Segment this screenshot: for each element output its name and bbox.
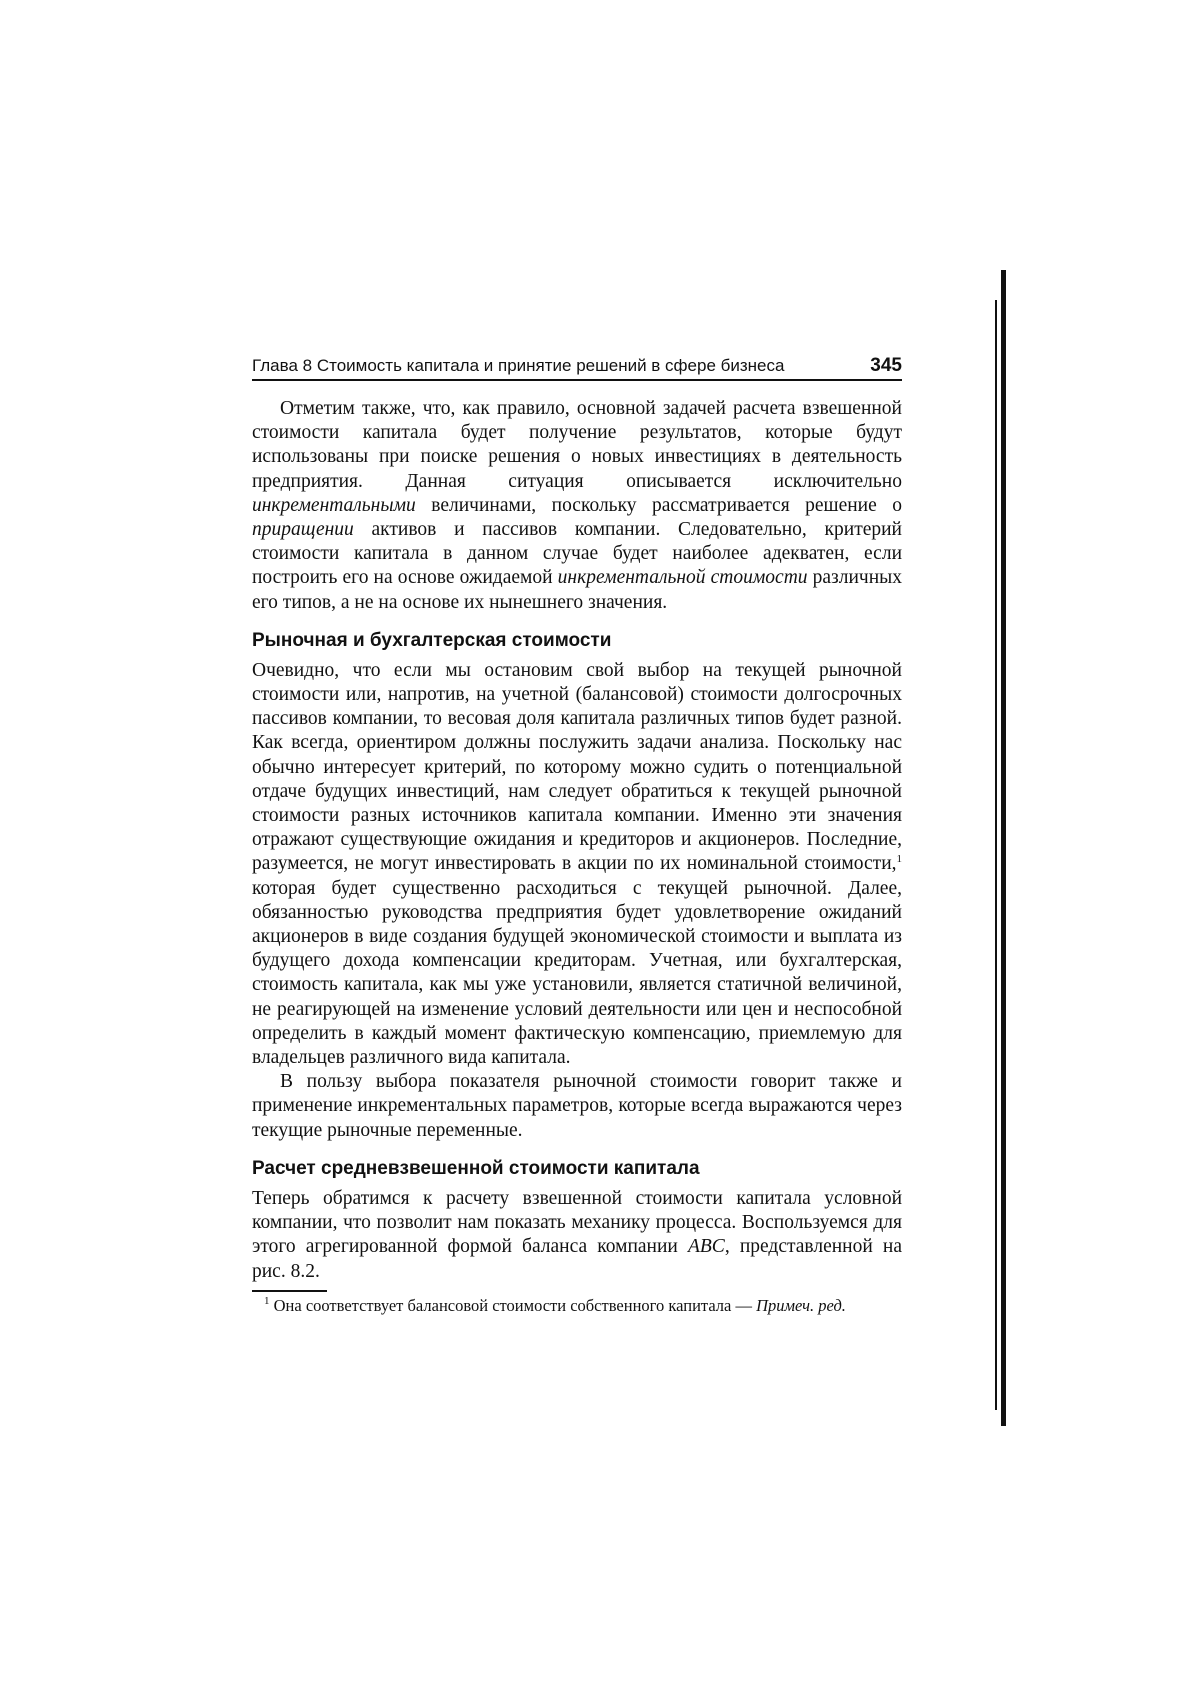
- section-heading-wacc: Расчет средневзвешенной стоимости капитала: [252, 1157, 700, 1179]
- market-book-paragraph-1: [252, 659, 902, 1070]
- page-number: 345: [870, 355, 902, 376]
- footnote: [252, 1296, 902, 1316]
- market-book-text-1: Очевидно, что если мы остановим свой выбор на текущей рыночной стоимости или, напротив, на учетной (балансовой) стоимости долгосрочных пассивов компании, то весовая доля капитала различных типов будет разной. Как всегда, ориентиром должны послужить задачи анализа. Поскольку нас обычно интересует критерий, по которому можно судить о потенциальной отдаче будущих инвестиций, нам следует обратиться к текущей рыночной стоимости разных источников капитала компании. Именно эти значения отражают существующие ожидания и кредиторов и акционеров. Последние, разумеется, не могут инвестировать в акции по их номинальной стоимости,: [252, 659, 902, 875]
- market-book-text-2: которая будет существенно расходиться с текущей рыночной. Далее, обязанностью руководства предприятия будет удовлетворение ожиданий акционеров в виде создания будущей экономической стоимости и выплата из будущего дохода компенсации кредиторам. Учетная, или бухгалтерская, стоимость капитала, как мы уже установили, является статичной величиной, не реагирующей на изменение условий деятельности или цен и неспособной определить в каждый момент фактическую компенсацию, приемлемую для владельцев различного вида капитала.: [252, 877, 902, 1069]
- chapter-title: Глава 8 Стоимость капитала и принятие решений в сфере бизнеса: [252, 356, 785, 375]
- company-name: ABC: [687, 1236, 725, 1258]
- section-heading-market-book: Рыночная и бухгалтерская стоимости: [252, 629, 612, 651]
- footnote-mark: 1: [264, 1294, 270, 1307]
- footnote-reference: 1: [896, 853, 902, 866]
- intro-text-3: активов и пассивов компании. Следовательно, критерий стоимости капитала в данном случае будет наиболее адекватен, если построить его на основе ожидаемой: [252, 519, 902, 589]
- page-content: [252, 356, 902, 1316]
- running-header: [252, 356, 902, 381]
- intro-text-2: величинами, поскольку рассматривается решение о: [415, 494, 902, 516]
- market-book-paragraph-2: В пользу выбора показателя рыночной стоимости говорит также и применение инкрементальных параметров, которые всегда выражаются через текущие рыночные переменные.: [252, 1071, 902, 1141]
- intro-emphasis-1: инкрементальными: [252, 494, 416, 516]
- footnote-editor-note: Примеч. ред.: [756, 1295, 846, 1315]
- scan-edge-line: [995, 300, 997, 1410]
- footnote-divider: [252, 1290, 327, 1292]
- wacc-paragraph: [252, 1187, 902, 1284]
- intro-paragraph: [252, 397, 902, 615]
- wacc-text-1: Теперь обратимся к расчету взвешенной стоимости капитала условной компании, что позволит нам показать механику процесса. Воспользуемся для этого агрегированной формой баланса компании: [252, 1187, 902, 1258]
- body-text: [252, 397, 902, 1316]
- scan-edge-bar: [1001, 270, 1006, 1426]
- intro-emphasis-3: инкрементальной стоимости: [557, 567, 808, 589]
- footnote-text: Она соответствует балансовой стоимости собственного капитала —: [269, 1295, 757, 1315]
- wacc-text-2: , представленной на рис. 8.2.: [252, 1236, 902, 1282]
- intro-text-1: Отметим также, что, как правило, основной задачей расчета взвешенной стоимости капитала будет получение результатов, которые будут использованы при поиске решения о новых инвестициях в деятельность предприятия. Данная ситуация описывается исключительно: [252, 398, 902, 492]
- intro-text-4: различных его типов, а не на основе их нынешнего значения.: [252, 567, 902, 613]
- intro-emphasis-2: приращении: [252, 519, 354, 541]
